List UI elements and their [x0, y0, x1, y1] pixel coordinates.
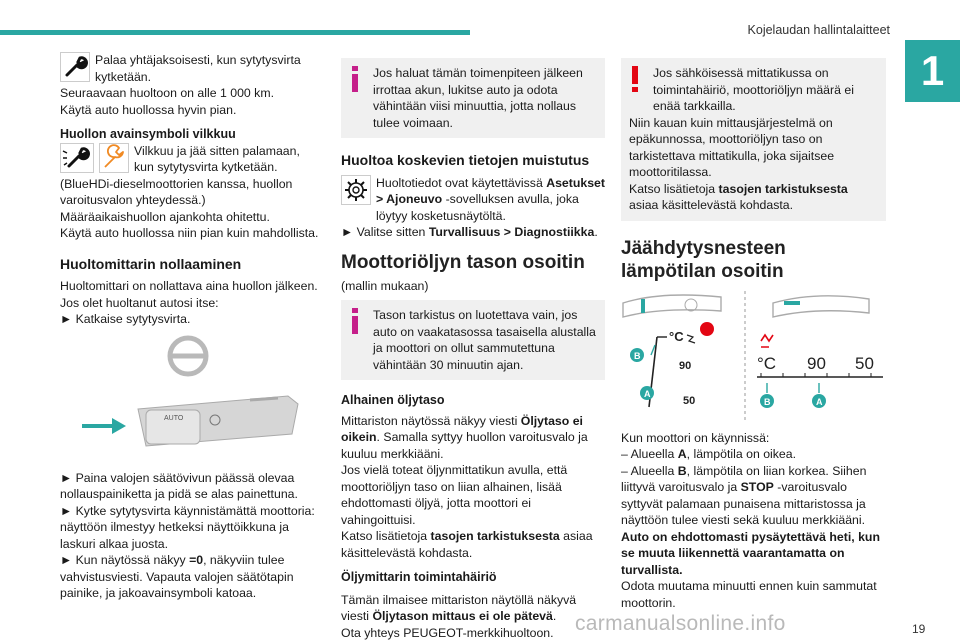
zone-b-text-a: – Alueella	[621, 464, 678, 478]
engine-running-text: Kun moottori on käynnissä:	[621, 430, 886, 447]
reset-step-confirm-a: ► Kun näytössä näkyy	[60, 553, 189, 567]
zone-b-text-c: , lämpötila on liian korkea. Siihen liittyvä varoitusvalo ja	[621, 464, 866, 495]
service-recall-text	[376, 175, 605, 225]
service-recall-text-a: Huoltotiedot ovat käytettävissä	[376, 176, 546, 190]
info-box-oil-text: Tason tarkistus on luotettava vain, jos auto on vaakatasossa tasaisella alustalla ja moottori on ollut sammutettuna vähintään 30 minuutin ajan.	[349, 307, 597, 373]
heading-coolant: Jäähdytysnesteen lämpötilan osoitin	[621, 237, 886, 283]
right-gauge-50: 50	[855, 354, 874, 373]
warning-text-3b: tasojen tarkistuksesta	[719, 182, 848, 196]
reset-step-ignition-on: ► Kytke sytytysvirta käynnistämättä moottoria: näyttöön ilmestyy hetkeksi näyttöikkuna ja laskuri alkaa juosta.	[60, 503, 322, 553]
service-recall-step	[341, 224, 605, 241]
low-oil-dipstick-text: Jos vielä toteat öljynmittatikun avulla, että moottoriöljyn taso on liian alhainen, lisää ehdottomasti öljyä, jotta moottori ei vahingoittuisi.	[341, 462, 605, 528]
oil-fault-text-a: Tämän ilmaisee mittariston näytöllä näkyvä viesti	[341, 593, 576, 624]
warning-text-3c: asiaa käsittelevästä kohdasta.	[629, 198, 793, 212]
info-box-battery-text: Jos haluat tämän toimenpiteen jälkeen irrottaa akun, lukitse auto ja odota vähintään viisi minuuttia, jotta nollaus tulee voimaan.	[349, 65, 597, 131]
coolant-gauge-illustration	[621, 289, 886, 424]
service-steady-text: Palaa yhtäjaksoisesti, kun sytytysvirta kytketään.	[95, 52, 322, 85]
temperature-warning-dot	[700, 322, 714, 336]
zone-b-text-d: STOP	[741, 480, 774, 494]
column-2	[341, 52, 605, 641]
service-asap-text: Käytä auto huollossa niin pian kuin mahdollista.	[60, 225, 322, 242]
warning-text-1: Jos sähköisessä mittatikussa on toimintahäiriö, moottoriöljyn määrä ei enää tarkkailla.	[629, 65, 878, 115]
zone-a-text-c: , lämpötila on oikea.	[687, 447, 796, 461]
column-1	[60, 52, 322, 602]
info-box-battery	[341, 58, 605, 138]
header-accent-bar	[0, 30, 470, 35]
info-box-oil	[341, 300, 605, 380]
wrench-icon	[60, 52, 90, 82]
reset-step-press: ► Paina valojen säätövivun päässä olevaa nollauspainiketta ja pidä se alas painettuna.	[60, 470, 322, 503]
low-oil-ref-b: tasojen tarkistuksesta	[431, 529, 560, 543]
service-recall-step-a: ► Valitse sitten	[341, 225, 429, 239]
oil-fault-contact: Ota yhteys PEUGEOT-merkkihuoltoon.	[341, 625, 605, 641]
zone-a-text	[621, 446, 886, 463]
oil-level-model-note: (mallin mukaan)	[341, 278, 605, 295]
service-recall-step-b: Turvallisuus > Diagnostiikka	[429, 225, 595, 239]
reset-text-2: Jos olet huoltanut autosi itse:	[60, 295, 322, 312]
right-gauge-unit: °C	[757, 354, 776, 373]
low-oil-ref-c: asiaa käsittelevästä kohdasta.	[341, 529, 593, 560]
zone-a-text-a: – Alueella	[621, 447, 678, 461]
zone-b-text	[621, 463, 886, 529]
zone-b-label-right: B	[764, 397, 771, 407]
service-soon-text: Käytä auto huollossa hyvin pian.	[60, 102, 322, 119]
low-oil-text-a: Mittariston näytössä näkyy viesti	[341, 414, 521, 428]
left-gauge-50: 50	[683, 395, 695, 407]
heading-oil-level: Moottoriöljyn tason osoitin	[341, 251, 605, 274]
zone-b-label-left: B	[634, 351, 641, 361]
low-oil-text-b: Öljytaso ei oikein	[341, 414, 583, 445]
wrench-blinking-icon	[60, 143, 94, 173]
reset-step-confirm-b: =0	[189, 553, 203, 567]
zone-a-label-left: A	[644, 389, 651, 399]
service-steady-block	[60, 52, 322, 85]
warning-box-dipstick	[621, 58, 886, 221]
reset-step-ignition-off: ► Katkaise sytytysvirta.	[60, 311, 322, 328]
oil-fault-text-b: Öljytason mittaus ei ole pätevä	[372, 609, 552, 623]
service-overdue-text: Määräaikaishuollon ajankohta ohitettu.	[60, 209, 322, 226]
right-gauge-90: 90	[807, 354, 826, 373]
page-number: 19	[912, 622, 925, 636]
zone-b-text-e: -varoitusvalo syttyvät palamaan punaisena mittaristossa ja näyttöön tulee viesti sekä kuuluu merkkiääni.	[621, 480, 866, 527]
warning-icon	[629, 66, 641, 92]
service-recall-step-c: .	[594, 225, 597, 239]
left-gauge-90: 90	[679, 360, 691, 372]
oil-fault-text-c: .	[553, 609, 556, 623]
warning-text-3a: Katso lisätietoja	[629, 182, 719, 196]
reset-text-1: Huoltomittari on nollattava aina huollon jälkeen.	[60, 278, 322, 295]
stalk-auto-label: AUTO	[164, 415, 184, 422]
service-recall-text-b: Asetukset > Ajoneuvo	[376, 176, 605, 207]
heading-low-oil: Alhainen öljytaso	[341, 392, 605, 409]
zone-b-text-b: B	[678, 464, 687, 478]
warning-text-2: Niin kauan kuin mittausjärjestelmä on epäkunnossa, moottoriöljyn taso on tarkistettava mittatikulla, joka sijaitsee moottoritilassa.	[629, 115, 878, 181]
zone-a-text-b: A	[678, 447, 687, 461]
running-header: Kojelaudan hallintalaitteet	[700, 23, 890, 37]
heading-wrench-blinks: Huollon avainsymboli vilkkuu	[60, 126, 322, 143]
left-gauge-unit: °C	[669, 329, 684, 344]
warning-text-3	[629, 181, 878, 214]
low-oil-ref-text	[341, 528, 605, 561]
heading-reset: Huoltomittarin nollaaminen	[60, 256, 322, 273]
gear-icon	[341, 175, 371, 205]
service-blink-text: Vilkkuu ja jää sitten palamaan, kun sytytysvirta kytketään.	[134, 143, 322, 176]
low-oil-ref-a: Katso lisätietoja	[341, 529, 431, 543]
bluehdi-note: (BlueHDi-dieselmoottorien kanssa, huollon varoitusvalon yhteydessä.)	[60, 176, 322, 209]
heading-service-recall: Huoltoa koskevien tietojen muistutus	[341, 152, 605, 169]
chapter-tab: 1	[905, 40, 960, 102]
info-icon	[349, 308, 361, 334]
wait-minutes-text: Odota muutama minuutti ennen kuin sammutat moottorin.	[621, 578, 886, 611]
service-blink-block	[60, 143, 322, 176]
reset-step-confirm	[60, 552, 322, 602]
lighting-stalk-illustration	[60, 334, 322, 464]
watermark: carmanualsonline.info	[575, 612, 786, 636]
column-3	[621, 52, 886, 611]
service-distance-text: Seuraavaan huoltoon on alle 1 000 km.	[60, 85, 322, 102]
low-oil-text-c: . Samalla syttyy huollon varoitusvalo ja kuuluu merkkiääni.	[341, 430, 588, 461]
heading-oil-fault: Öljymittarin toimintahäiriö	[341, 569, 605, 586]
wrench-outline-icon	[99, 143, 129, 173]
reset-step-confirm-c: , näkyviin tulee vahvistusviesti. Vapauta valojen säätötapin painike, ja jakoavainsymboli katoaa.	[60, 553, 294, 600]
zone-a-label-right: A	[816, 397, 823, 407]
info-icon	[349, 66, 361, 92]
low-oil-text	[341, 413, 605, 463]
oil-fault-text	[341, 592, 605, 625]
stop-vehicle-warning: Auto on ehdottomasti pysäytettävä heti, kun se muuta liikennettä vaarantamatta on turvallista.	[621, 529, 886, 579]
service-recall-text-c: -sovelluksen avulla, joka löytyy kosketusnäytöltä.	[376, 192, 579, 223]
service-recall-block	[341, 175, 605, 225]
